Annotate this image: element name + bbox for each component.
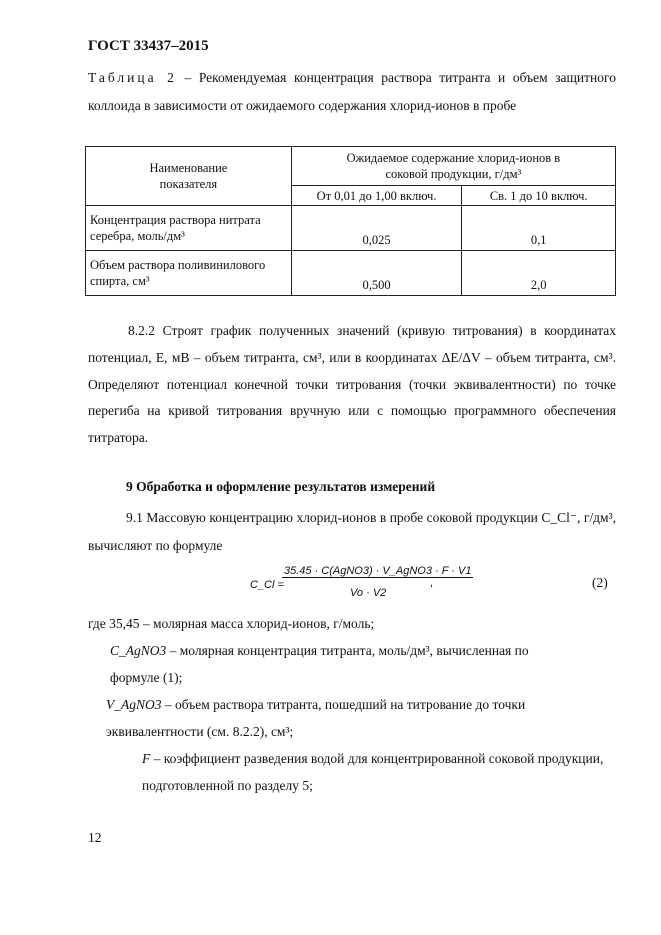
definition-item bbox=[110, 637, 580, 691]
table-row bbox=[86, 251, 616, 296]
definition-text: – молярная концентрация титранта, моль/дм³, вычисленная по формуле (1); bbox=[110, 643, 529, 685]
formula-lhs: C_Cl = bbox=[250, 579, 284, 591]
row-value: 0,1 bbox=[462, 206, 616, 251]
col1-header: Наименование показателя bbox=[86, 147, 292, 206]
table-row bbox=[86, 206, 616, 251]
row-value: 0,500 bbox=[291, 251, 462, 296]
definition-item bbox=[88, 610, 374, 637]
paragraph-9-1: 9.1 Массовую концентрацию хлорид-ионов в пробе соковой продукции C_Cl⁻, г/дм³, вычисляют по формуле bbox=[88, 510, 616, 553]
concentration-table bbox=[85, 146, 616, 296]
row-value: 0,025 bbox=[291, 206, 462, 251]
table-caption bbox=[88, 64, 616, 120]
formula-denominator: Vo · V2 bbox=[350, 587, 387, 599]
table-caption-label: Таблица 2 bbox=[88, 70, 177, 85]
definition-text: – объем раствора титранта, пошедший на титрование до точки эквивалентности (см. 8.2.2), см³; bbox=[106, 697, 526, 739]
subheader-range-2: Св. 1 до 10 включ. bbox=[462, 186, 616, 206]
document-header: ГОСТ 33437–2015 bbox=[88, 38, 209, 54]
formula-numerator: 35.45 · C(AgNO3) · V_AgNO3 · F · V1 bbox=[284, 565, 472, 577]
definition-symbol: V_AgNO3 bbox=[106, 697, 162, 712]
definition-symbol: где 35,45 bbox=[88, 616, 140, 631]
subheader-range-1: От 0,01 до 1,00 включ. bbox=[291, 186, 462, 206]
table-header-row bbox=[86, 147, 616, 186]
page-number: 12 bbox=[88, 830, 102, 845]
definition-symbol: C_AgNO3 bbox=[110, 643, 167, 658]
row-name: Концентрация раствора нитрата серебра, моль/дм³ bbox=[86, 206, 292, 251]
definition-item bbox=[106, 691, 616, 745]
section-9-heading: 9 Обработка и оформление результатов измерений bbox=[126, 479, 436, 494]
group-header: Ожидаемое содержание хлорид-ионов в соковой продукции, г/дм³ bbox=[291, 147, 615, 186]
formula-number: (2) bbox=[592, 575, 608, 590]
definition-symbol: F bbox=[142, 751, 151, 766]
row-name: Объем раствора поливинилового спирта, см³ bbox=[86, 251, 292, 296]
definition-text: – молярная масса хлорид-ионов, г/моль; bbox=[139, 616, 375, 631]
row-value: 2,0 bbox=[462, 251, 616, 296]
definition-text: – коэффициент разведения водой для концентрированной соковой продукции, подготовленной по разделу 5; bbox=[142, 751, 604, 793]
definition-item bbox=[142, 745, 616, 799]
table-caption-text: – Рекомендуемая концентрация раствора титранта и объем защитного коллоида в зависимости от ожидаемого содержания хлорид-ионов в пробе bbox=[88, 70, 616, 113]
paragraph-8-2-2: 8.2.2 Строят график полученных значений (кривую титрования) в координатах потенциал, E, мВ – объем титранта, см³, или в координатах ΔE/ΔV – объем титранта, см³. Определяют потенциал конечной точки титрования (точки эквивалентности) по точке перегиба на кривой титрования вручную или с помощью программного обеспечения титратора. bbox=[88, 323, 616, 446]
document-page: ГОСТ 33437–2015 Таблица 2 – Рекомендуемая концентрация раствора титранта и объем защитного коллоида в зависимости от ожидаемого содержания хлорид-ионов в пробе Наименование показателя Ожидаемое содержание хлорид-ионов в соковой продукции, г/дм³ От 0,01 до 1,00 включ. Св. 1 до 10 включ. Концентрация раствора нитрата серебра, моль/дм³ 0,025 0,1 Объем раствора поливинилового спирта, см³ 0,500 2,0 8.2.2 Строят график полученных значений (кривую титрования) в координатах потенциал, E, мВ – объем титранта, см³, или в координатах ΔE/ΔV – объем титранта, см³. Определяют потенциал конечной точки титрования (точки эквивалентности) по точке перегиба на кривой титрования вручную или с помощью программного обеспечения титратора. 9 Обработка и оформление результатов измерений 9.1 Массовую концентрацию хлорид-ионов в пробе соковой продукции C_Cl⁻, г/дм³, вычисляют по формуле C_Cl = 35.45 · C(AgNO3) · V_AgNO3 · F · V1 Vo · V2 , (2) где 35,45 – молярная масса хлорид-ионов, г/моль; C_AgNO3 – молярная концентрация титранта, моль/дм³, вычисленная по формуле (1); V_AgNO3 – объем раствора титранта, пошедший на титрование до точки эквивалентности (см. 8.2.2), см³; F – коэффициент разведения водой для концентрированной соковой продукции, подготовленной по разделу 5; 12 bbox=[0, 0, 661, 935]
